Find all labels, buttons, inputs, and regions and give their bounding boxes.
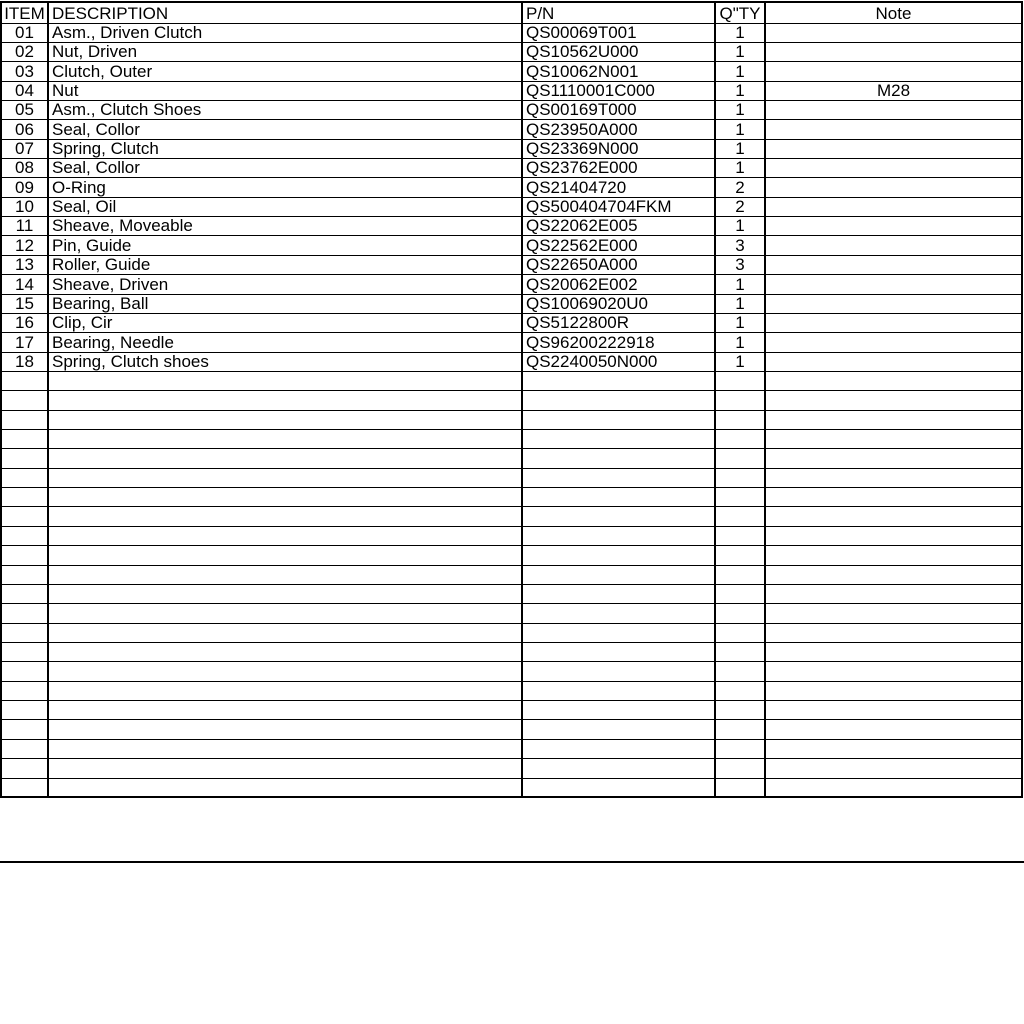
table-row [1,526,1022,545]
cell-note [765,100,1022,119]
page-divider [0,861,1024,863]
table-row [1,391,1022,410]
cell-part-number: QS10062N001 [522,62,715,81]
cell-part-number: QS20062E002 [522,275,715,294]
cell-item: 16 [1,313,48,332]
table-row [1,546,1022,565]
table-row [1,565,1022,584]
cell-note [765,294,1022,313]
table-row [1,236,1022,255]
cell-description: Clutch, Outer [48,62,522,81]
cell-note [765,449,1022,468]
cell-quantity [715,662,765,681]
table-row [1,739,1022,758]
cell-note [765,584,1022,603]
cell-note [765,410,1022,429]
cell-note [765,275,1022,294]
table-row [1,584,1022,603]
table-row [1,255,1022,274]
cell-quantity [715,701,765,720]
cell-item: 05 [1,100,48,119]
table-row [1,662,1022,681]
cell-note [765,488,1022,507]
cell-item: 04 [1,81,48,100]
cell-item [1,488,48,507]
cell-description [48,701,522,720]
cell-item [1,449,48,468]
table-body [1,23,1022,797]
cell-description: Roller, Guide [48,255,522,274]
cell-note [765,662,1022,681]
cell-item: 06 [1,120,48,139]
table-row [1,81,1022,100]
cell-item [1,720,48,739]
cell-item [1,584,48,603]
cell-quantity: 1 [715,42,765,61]
table-row [1,720,1022,739]
cell-description: Clip, Cir [48,313,522,332]
cell-part-number [522,488,715,507]
cell-quantity: 1 [715,100,765,119]
table-row [1,352,1022,371]
cell-note [765,468,1022,487]
cell-quantity [715,778,765,797]
cell-note [765,643,1022,662]
parts-list-table [0,1,1023,798]
cell-description [48,371,522,390]
cell-item [1,643,48,662]
table-row [1,313,1022,332]
table-row [1,294,1022,313]
table-row [1,23,1022,42]
cell-quantity [715,488,765,507]
cell-note [765,546,1022,565]
table-row [1,333,1022,352]
cell-item [1,371,48,390]
cell-description: Pin, Guide [48,236,522,255]
cell-item: 08 [1,159,48,178]
cell-quantity [715,584,765,603]
cell-description [48,662,522,681]
table-row [1,681,1022,700]
cell-item [1,410,48,429]
cell-description [48,739,522,758]
cell-item: 12 [1,236,48,255]
cell-part-number: QS00169T000 [522,100,715,119]
cell-part-number [522,681,715,700]
cell-quantity [715,410,765,429]
cell-part-number: QS2240050N000 [522,352,715,371]
cell-part-number [522,643,715,662]
cell-description: Asm., Clutch Shoes [48,100,522,119]
cell-item [1,391,48,410]
cell-quantity: 1 [715,313,765,332]
cell-part-number [522,584,715,603]
cell-item: 01 [1,23,48,42]
cell-note [765,217,1022,236]
cell-note [765,197,1022,216]
cell-quantity: 1 [715,352,765,371]
cell-item [1,701,48,720]
header-part-number: P/N [522,2,715,23]
cell-part-number [522,507,715,526]
cell-note [765,178,1022,197]
cell-part-number [522,720,715,739]
cell-note [765,507,1022,526]
cell-note: M28 [765,81,1022,100]
table-row [1,701,1022,720]
cell-quantity [715,759,765,778]
cell-quantity [715,526,765,545]
table-row [1,120,1022,139]
cell-description: O-Ring [48,178,522,197]
cell-description [48,449,522,468]
cell-part-number: QS22562E000 [522,236,715,255]
cell-item [1,623,48,642]
cell-part-number: QS21404720 [522,178,715,197]
cell-quantity: 1 [715,23,765,42]
cell-note [765,778,1022,797]
cell-part-number [522,371,715,390]
cell-description [48,565,522,584]
cell-description [48,430,522,449]
cell-part-number [522,604,715,623]
cell-item [1,526,48,545]
cell-description: Sheave, Moveable [48,217,522,236]
cell-part-number [522,526,715,545]
cell-note [765,333,1022,352]
cell-description [48,643,522,662]
cell-quantity: 1 [715,62,765,81]
cell-item: 14 [1,275,48,294]
cell-quantity: 2 [715,197,765,216]
cell-description: Seal, Oil [48,197,522,216]
cell-part-number: QS22650A000 [522,255,715,274]
cell-quantity [715,449,765,468]
cell-note [765,565,1022,584]
table-row [1,217,1022,236]
cell-item [1,430,48,449]
cell-note [765,255,1022,274]
cell-note [765,42,1022,61]
table-row [1,778,1022,797]
cell-note [765,701,1022,720]
cell-quantity [715,643,765,662]
cell-note [765,120,1022,139]
cell-item: 17 [1,333,48,352]
cell-part-number: QS96200222918 [522,333,715,352]
cell-note [765,391,1022,410]
cell-quantity: 1 [715,294,765,313]
cell-quantity: 1 [715,275,765,294]
cell-description: Bearing, Ball [48,294,522,313]
table-row [1,430,1022,449]
cell-quantity [715,391,765,410]
cell-item: 18 [1,352,48,371]
table-header [1,2,1022,23]
table-row [1,197,1022,216]
cell-part-number [522,449,715,468]
cell-note [765,23,1022,42]
cell-quantity [715,430,765,449]
header-note: Note [765,2,1022,23]
table-row [1,468,1022,487]
cell-description [48,410,522,429]
cell-note [765,430,1022,449]
cell-item [1,662,48,681]
cell-quantity [715,720,765,739]
cell-item [1,739,48,758]
cell-note [765,139,1022,158]
cell-quantity [715,604,765,623]
cell-part-number [522,565,715,584]
header-quantity: Q"TY [715,2,765,23]
table-row [1,159,1022,178]
cell-item: 15 [1,294,48,313]
cell-description: Nut [48,81,522,100]
cell-quantity: 1 [715,139,765,158]
cell-quantity: 1 [715,217,765,236]
cell-part-number [522,430,715,449]
cell-part-number: QS500404704FKM [522,197,715,216]
cell-note [765,681,1022,700]
cell-item [1,546,48,565]
cell-quantity: 1 [715,120,765,139]
cell-description [48,681,522,700]
cell-item: 09 [1,178,48,197]
cell-description [48,468,522,487]
cell-part-number: QS10562U000 [522,42,715,61]
table-row [1,139,1022,158]
cell-item [1,565,48,584]
cell-description [48,507,522,526]
cell-description [48,546,522,565]
cell-quantity: 1 [715,159,765,178]
cell-note [765,720,1022,739]
table-row [1,371,1022,390]
cell-item [1,759,48,778]
cell-part-number: QS5122800R [522,313,715,332]
cell-part-number [522,410,715,429]
cell-description [48,720,522,739]
table-row [1,643,1022,662]
cell-part-number: QS10069020U0 [522,294,715,313]
header-item: ITEM [1,2,48,23]
cell-part-number [522,778,715,797]
cell-note [765,352,1022,371]
cell-quantity [715,565,765,584]
cell-note [765,759,1022,778]
cell-description: Seal, Collor [48,159,522,178]
cell-note [765,526,1022,545]
cell-note [765,604,1022,623]
table-row [1,410,1022,429]
cell-item: 10 [1,197,48,216]
table-row [1,449,1022,468]
cell-part-number [522,546,715,565]
cell-part-number: QS23950A000 [522,120,715,139]
cell-part-number: QS23369N000 [522,139,715,158]
cell-note [765,236,1022,255]
cell-item [1,604,48,623]
cell-item [1,778,48,797]
cell-part-number [522,391,715,410]
cell-quantity [715,546,765,565]
cell-description: Asm., Driven Clutch [48,23,522,42]
cell-note [765,739,1022,758]
cell-part-number [522,468,715,487]
table-row [1,623,1022,642]
table-row [1,604,1022,623]
cell-item [1,468,48,487]
cell-item: 11 [1,217,48,236]
cell-description [48,584,522,603]
cell-description: Spring, Clutch shoes [48,352,522,371]
header-row [1,2,1022,23]
table-row [1,178,1022,197]
cell-part-number: QS23762E000 [522,159,715,178]
table-row [1,507,1022,526]
cell-note [765,371,1022,390]
cell-item: 02 [1,42,48,61]
cell-part-number [522,739,715,758]
cell-part-number [522,662,715,681]
cell-item [1,681,48,700]
cell-description: Bearing, Needle [48,333,522,352]
table-row [1,488,1022,507]
table-row [1,42,1022,61]
cell-description [48,604,522,623]
table-row [1,275,1022,294]
cell-part-number: QS22062E005 [522,217,715,236]
cell-item: 07 [1,139,48,158]
cell-quantity: 1 [715,81,765,100]
cell-part-number [522,759,715,778]
cell-description: Spring, Clutch [48,139,522,158]
cell-note [765,313,1022,332]
cell-quantity [715,468,765,487]
cell-description [48,526,522,545]
cell-description: Seal, Collor [48,120,522,139]
cell-quantity [715,739,765,758]
cell-part-number [522,623,715,642]
cell-description [48,759,522,778]
cell-part-number: QS1110001C000 [522,81,715,100]
cell-quantity: 3 [715,255,765,274]
cell-quantity: 1 [715,333,765,352]
cell-item: 03 [1,62,48,81]
cell-description [48,778,522,797]
table-row [1,100,1022,119]
cell-description [48,623,522,642]
cell-quantity [715,681,765,700]
cell-note [765,623,1022,642]
cell-quantity: 2 [715,178,765,197]
cell-note [765,62,1022,81]
table-row [1,62,1022,81]
table-row [1,759,1022,778]
cell-note [765,159,1022,178]
cell-quantity: 3 [715,236,765,255]
cell-description: Nut, Driven [48,42,522,61]
cell-item: 13 [1,255,48,274]
cell-quantity [715,371,765,390]
cell-part-number [522,701,715,720]
cell-part-number: QS00069T001 [522,23,715,42]
cell-quantity [715,623,765,642]
cell-description [48,391,522,410]
cell-quantity [715,507,765,526]
cell-description: Sheave, Driven [48,275,522,294]
header-description: DESCRIPTION [48,2,522,23]
cell-item [1,507,48,526]
cell-description [48,488,522,507]
